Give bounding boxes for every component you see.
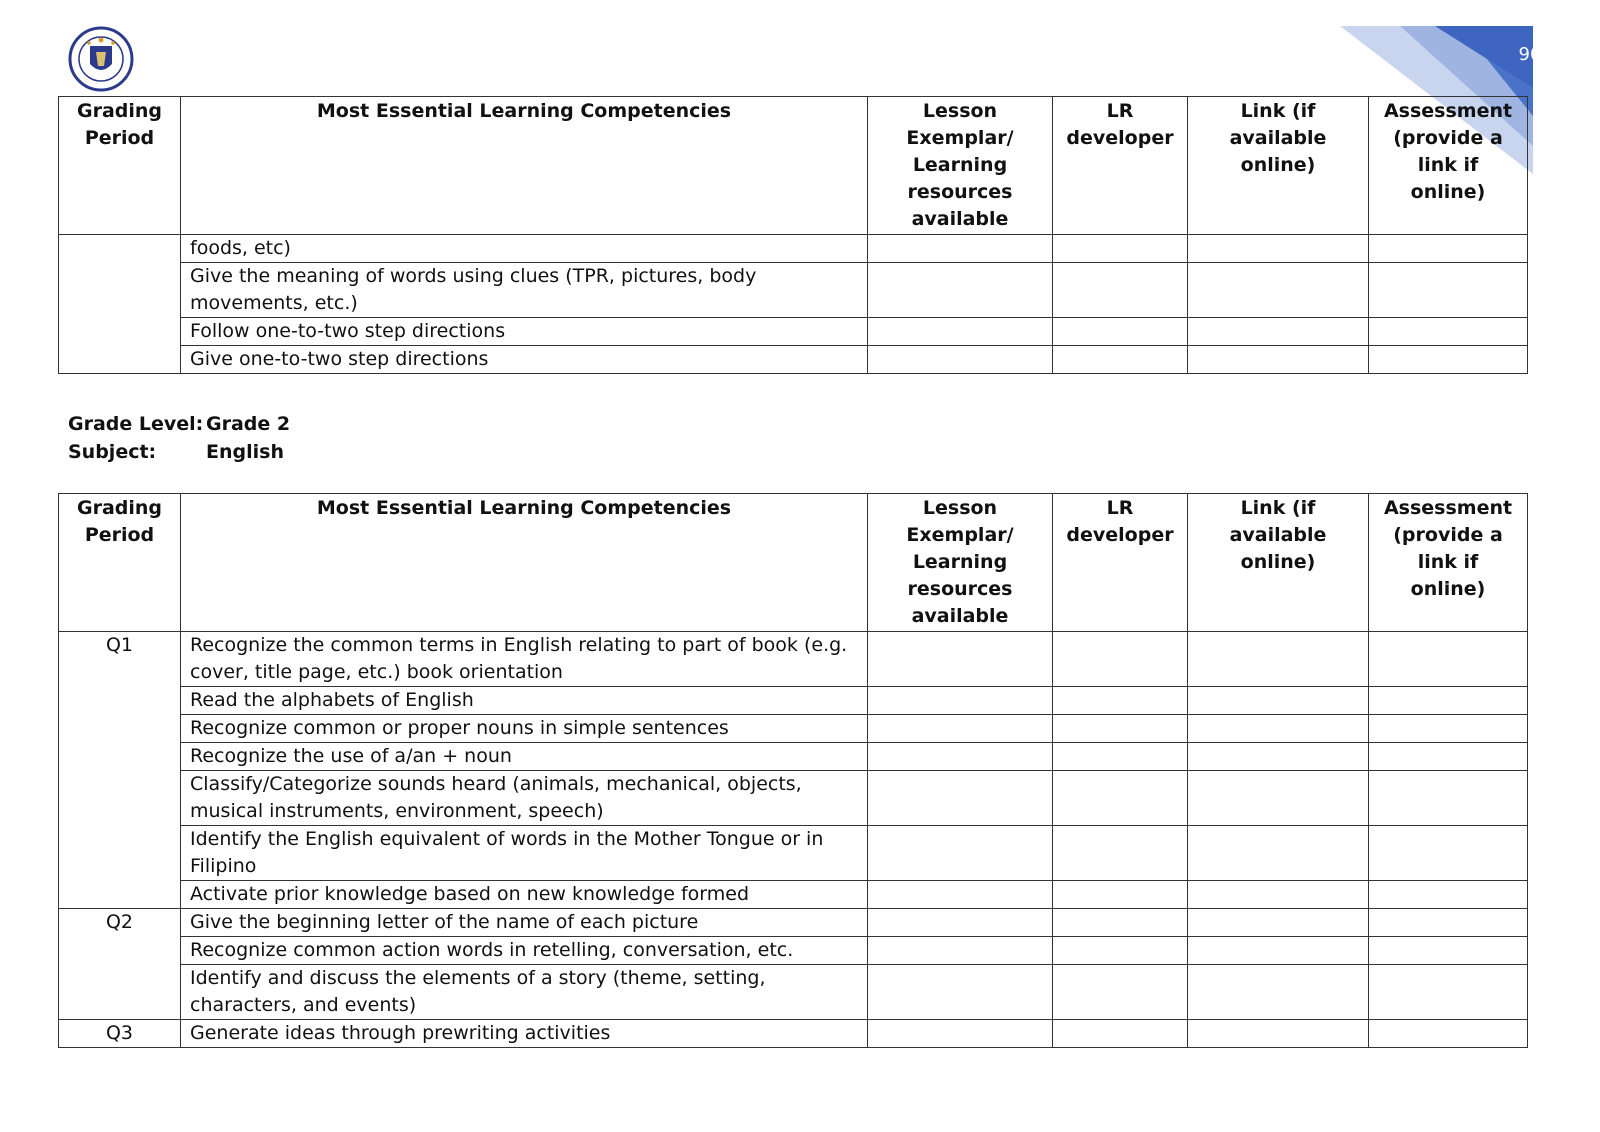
header-lesson-exemplar: Lesson Exemplar/ Learning resources available [868,97,1053,235]
table-header-row [59,494,1528,632]
header-grading-period: Grading Period [59,494,181,632]
empty-cell [868,632,1053,687]
empty-cell [1369,826,1528,881]
empty-cell [1053,826,1188,881]
competencies-table-continued [58,96,1528,374]
empty-cell [1188,909,1369,937]
competency-cell: Identify the English equivalent of words in the Mother Tongue or in Filipino [181,826,868,881]
empty-cell [1053,687,1188,715]
table-row [59,632,1528,687]
table-row [59,235,1528,263]
header-competencies: Most Essential Learning Competencies [181,494,868,632]
competency-cell: foods, etc) [181,235,868,263]
empty-cell [1053,771,1188,826]
empty-cell [1188,965,1369,1020]
empty-cell [1188,881,1369,909]
competency-cell: Recognize common or proper nouns in simple sentences [181,715,868,743]
empty-cell [868,687,1053,715]
deped-seal-logo [66,26,136,92]
header-competencies: Most Essential Learning Competencies [181,97,868,235]
grade-subject-info [68,410,290,466]
table-row [59,937,1528,965]
empty-cell [1053,743,1188,771]
empty-cell [1369,881,1528,909]
table-row [59,909,1528,937]
table-header-row [59,97,1528,235]
competency-cell: Recognize the common terms in English relating to part of book (e.g. cover, title page, etc.) book orientation [181,632,868,687]
empty-cell [1369,1020,1528,1048]
table-row [59,771,1528,826]
table-row [59,687,1528,715]
empty-cell [1188,687,1369,715]
competency-cell: Classify/Categorize sounds heard (animals, mechanical, objects, musical instruments, environment, speech) [181,771,868,826]
competency-cell: Identify and discuss the elements of a story (theme, setting, characters, and events) [181,965,868,1020]
grading-period-cell: Q1 [59,632,181,909]
header-grading-period: Grading Period [59,97,181,235]
empty-cell [1369,937,1528,965]
competency-cell: Activate prior knowledge based on new knowledge formed [181,881,868,909]
grade-level-value: Grade 2 [206,413,291,435]
empty-cell [1188,632,1369,687]
competency-cell: Read the alphabets of English [181,687,868,715]
header-lesson-exemplar: Lesson Exemplar/ Learning resources available [868,494,1053,632]
competency-cell: Give the meaning of words using clues (TPR, pictures, body movements, etc.) [181,263,868,318]
empty-cell [1053,965,1188,1020]
header-assessment: Assessment (provide a link if online) [1369,97,1528,235]
header-lr-developer: LR developer [1053,494,1188,632]
header-link: Link (if available online) [1188,97,1369,235]
empty-cell [1369,687,1528,715]
page-number: 90 [1518,44,1542,65]
empty-cell [868,881,1053,909]
grading-period-cell [59,235,181,374]
empty-cell [868,909,1053,937]
table-row [59,346,1528,374]
empty-cell [1053,937,1188,965]
table-row [59,1020,1528,1048]
header-link: Link (if available online) [1188,494,1369,632]
empty-cell [1369,965,1528,1020]
grading-period-cell: Q2 [59,909,181,1020]
empty-cell [1053,715,1188,743]
empty-cell [1369,743,1528,771]
competency-cell: Recognize the use of a/an + noun [181,743,868,771]
grading-period-cell: Q3 [59,1020,181,1048]
empty-cell [1053,909,1188,937]
header-assessment: Assessment (provide a link if online) [1369,494,1528,632]
subject-value: English [206,441,284,463]
empty-cell [1369,909,1528,937]
competency-cell: Give one-to-two step directions [181,346,868,374]
table-row [59,743,1528,771]
competencies-table-grade2-english [58,493,1528,1048]
empty-cell [868,937,1053,965]
empty-cell [1188,743,1369,771]
table-row [59,318,1528,346]
empty-cell [1188,715,1369,743]
empty-cell [1053,1020,1188,1048]
header-lr-developer: LR developer [1053,97,1188,235]
competency-cell: Generate ideas through prewriting activities [181,1020,868,1048]
empty-cell [868,771,1053,826]
competency-cell: Follow one-to-two step directions [181,318,868,346]
table-row [59,881,1528,909]
empty-cell [1369,632,1528,687]
empty-cell [1188,826,1369,881]
empty-cell [1188,771,1369,826]
empty-cell [868,715,1053,743]
table-row [59,965,1528,1020]
empty-cell [868,826,1053,881]
subject-label: Subject: [68,441,157,463]
empty-cell [868,965,1053,1020]
empty-cell [868,743,1053,771]
empty-cell [1369,771,1528,826]
table-row [59,715,1528,743]
empty-cell [1188,1020,1369,1048]
empty-cell [1053,632,1188,687]
empty-cell [1053,881,1188,909]
table-row [59,263,1528,318]
grade-level-label: Grade Level: [68,413,204,435]
competency-cell: Recognize common action words in retelling, conversation, etc. [181,937,868,965]
table-row [59,826,1528,881]
competency-cell: Give the beginning letter of the name of each picture [181,909,868,937]
empty-cell [1369,715,1528,743]
empty-cell [1188,937,1369,965]
empty-cell [868,1020,1053,1048]
